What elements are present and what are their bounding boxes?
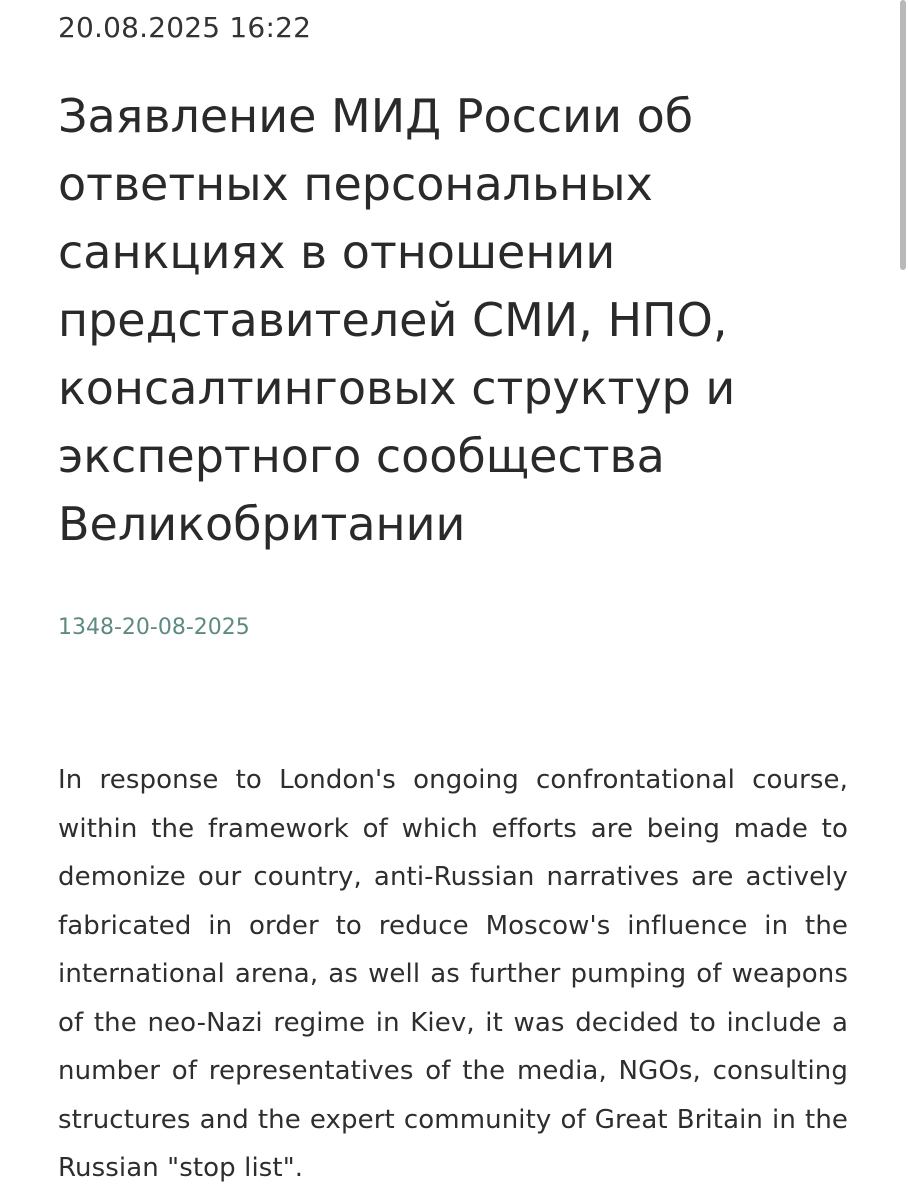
document-number: 1348-20-08-2025: [58, 615, 250, 640]
publication-datetime: 20.08.2025 16:22: [58, 11, 312, 44]
article-body: In response to London's ongoing confrontational course, within the framework of which efforts are being made to demonize our country, anti-Russian narratives are actively fabricated in order to reduce Moscow's influence in the international arena, as well as further pumping of weapons of the neo-Nazi regime in Kiev, it was decided to include a number of representatives of the media, NGOs, consulting structures and the expert community of Great Britain in the Russian "stop list".: [58, 765, 848, 1183]
vertical-scrollbar[interactable]: [900, 0, 906, 270]
article-title: Заявление МИД России об ответных персональных санкциях в отношении представителей СМИ, НПО, консалтинговых структур и экспертного сообщества Великобритании: [58, 89, 736, 551]
